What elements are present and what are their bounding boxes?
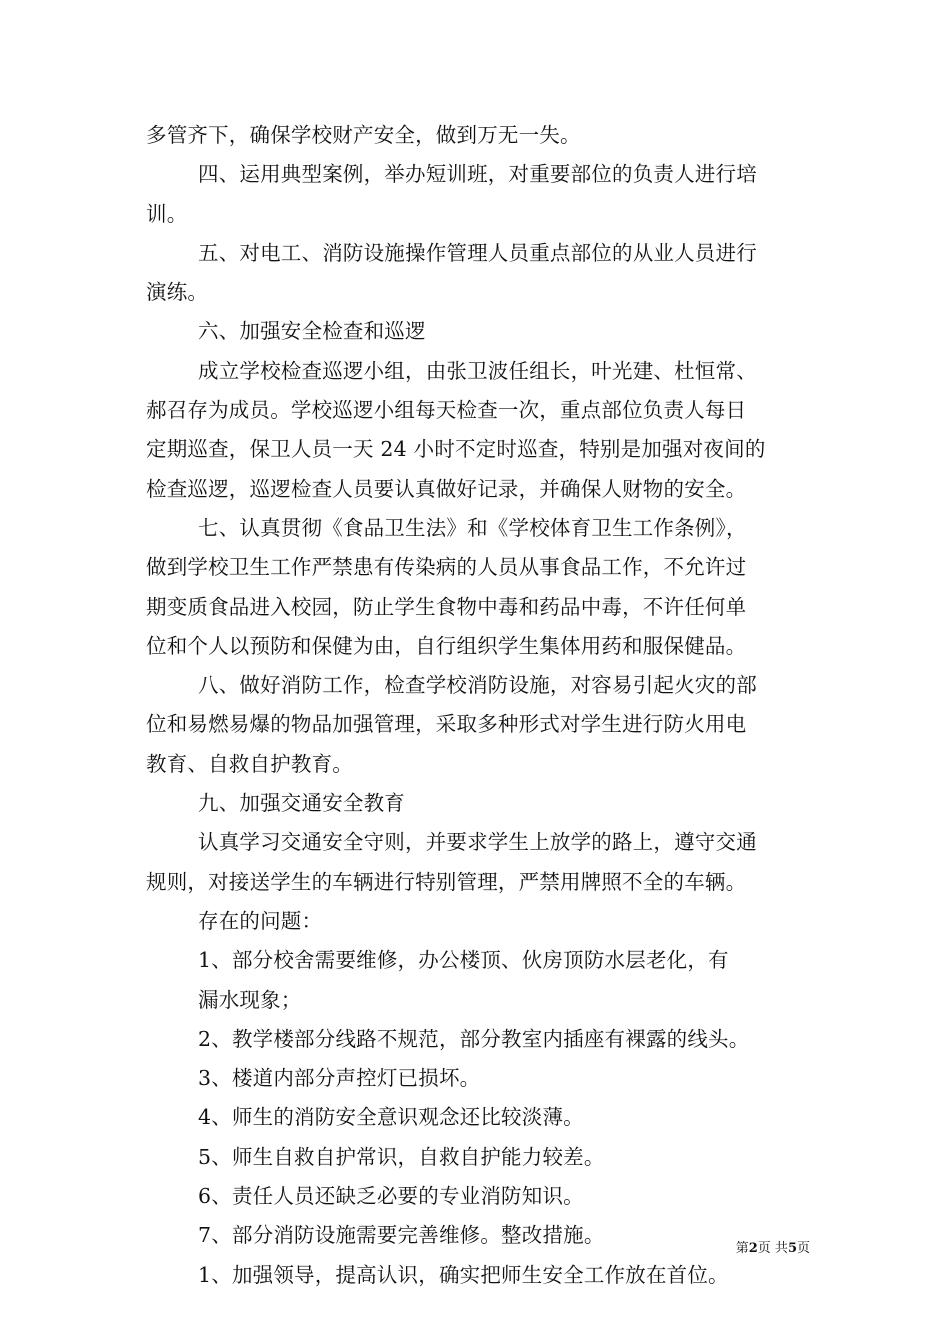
footer-prefix: 第 bbox=[735, 1241, 749, 1256]
text-line: 5、师生自救自护常识，自救自护能力较差。 bbox=[198, 1144, 605, 1169]
document-body bbox=[146, 116, 826, 1295]
footer-middle: 页 共 bbox=[757, 1241, 788, 1256]
text-line: 存在的问题： bbox=[198, 908, 323, 933]
text-line: 6、责任人员还缺乏必要的专业消防知识。 bbox=[198, 1184, 584, 1209]
text-line: 位和易燃易爆的物品加强管理，采取多种形式对学生进行防火用电 bbox=[146, 712, 747, 737]
text-line: 郝召存为成员。学校巡逻小组每天检查一次，重点部位负责人每日 bbox=[146, 398, 747, 423]
text-line: 1、部分校舍需要维修，办公楼顶、伙房顶防水层老化，有 bbox=[198, 948, 729, 973]
text-line: 认真学习交通安全守则，并要求学生上放学的路上，遵守交通 bbox=[198, 830, 757, 855]
text-line: 2、教学楼部分线路不规范，部分教室内插座有裸露的线头。 bbox=[198, 1026, 750, 1051]
text-line: 4、师生的消防安全意识观念还比较淡薄。 bbox=[198, 1105, 584, 1130]
text-line: 期变质食品进入校园，防止学生食物中毒和药品中毒，不许任何单 bbox=[146, 594, 747, 619]
text-line: 7、部分消防设施需要完善维修。整改措施。 bbox=[198, 1223, 605, 1248]
text-line: 规则，对接送学生的车辆进行特别管理，严禁用牌照不全的车辆。 bbox=[146, 869, 747, 894]
text-line: 成立学校检查巡逻小组，由张卫波任组长，叶光建、杜恒常、 bbox=[198, 358, 757, 383]
text-line: 五、对电工、消防设施操作管理人员重点部位的从业人员进行 bbox=[198, 240, 757, 265]
text-line: 九、加强交通安全教育 bbox=[198, 791, 405, 816]
text-line: 位和个人以预防和保健为由，自行组织学生集体用药和服保健品。 bbox=[146, 633, 747, 658]
text-line: 四、运用典型案例，举办短训班，对重要部位的负责人进行培 bbox=[198, 162, 757, 187]
text-line: 训。 bbox=[146, 201, 188, 226]
text-line: 六、加强安全检查和巡逻 bbox=[198, 319, 426, 344]
text-line: 教育、自救自护教育。 bbox=[146, 751, 353, 776]
text-line: 做到学校卫生工作严禁患有传染病的人员从事食品工作，不允许过 bbox=[146, 555, 747, 580]
text-line: 3、楼道内部分声控灯已损坏。 bbox=[198, 1066, 481, 1091]
text-line: 检查巡逻，巡逻检查人员要认真做好记录，并确保人财物的安全。 bbox=[146, 476, 747, 501]
text-line: 1、加强领导，提高认识，确实把师生安全工作放在首位。 bbox=[198, 1262, 729, 1287]
text-line: 七、认真贯彻《食品卫生法》和《学校体育卫生工作条例》， bbox=[198, 515, 747, 540]
text-line: 八、做好消防工作，检查学校消防设施，对容易引起火灾的部 bbox=[198, 673, 757, 698]
text-line: 定期巡查，保卫人员一天 24 小时不定时巡查，特别是加强对夜间的 bbox=[146, 437, 766, 462]
page-footer bbox=[700, 1240, 810, 1258]
text-line: 多管齐下，确保学校财产安全，做到万无一失。 bbox=[146, 123, 581, 147]
text-line: 漏水现象； bbox=[198, 987, 302, 1012]
footer-current-page: 2 bbox=[748, 1241, 758, 1256]
footer-suffix: 页 bbox=[796, 1241, 810, 1256]
footer-total-pages: 5 bbox=[787, 1241, 797, 1256]
text-line: 演练。 bbox=[146, 280, 209, 305]
